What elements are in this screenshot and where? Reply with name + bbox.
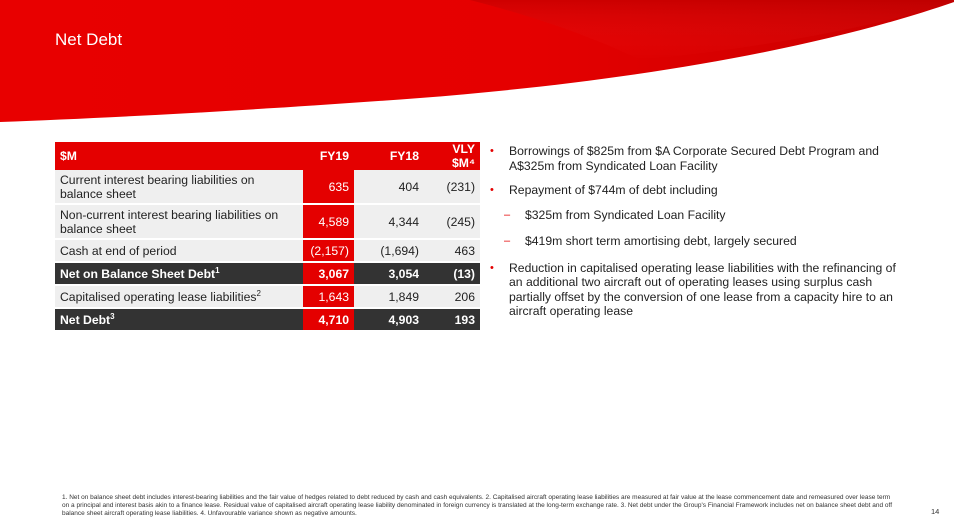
header-swoosh-graphic (0, 0, 954, 125)
cell-vly: (13) (424, 262, 480, 285)
column-header-fy19: FY19 (303, 142, 354, 170)
footnote-ref: 2 (256, 288, 261, 298)
cell-fy19: (2,157) (303, 239, 354, 262)
cell-fy19: 4,589 (303, 204, 354, 239)
cell-fy18: 404 (354, 170, 424, 204)
bullet-text: Reduction in capitalised operating lease liabilities with the refinancing of an additional two aircraft out of operating leases using surplus cash partially offset by the conversion of one lease from a capacity hire to an aircraft operating lease (509, 260, 896, 318)
footnotes: 1. Net on balance sheet debt includes interest-bearing liabilities and the fair value of hedges related to debt reduced by cash and cash equivalents. 2. Capitalised aircraft operating lease liabilities are measured at fair value at the lease commencement date and remeasured over lease term on a principal and interest basis akin to a finance lease. Residual value of capitalised aircraft operating lease liability denominated in foreign currency is translated at the long-term exchange rate. 3. Net debt under the Group's Financial Framework includes net on balance sheet debt and off balance sheet aircraft operating lease liabilities. 4. Unfavourable variance shown as negative amounts. (62, 494, 892, 517)
cell-vly: (245) (424, 204, 480, 239)
bullet-text: Repayment of $744m of debt including (509, 183, 718, 197)
commentary-bullets (490, 144, 900, 329)
cell-fy18: 1,849 (354, 285, 424, 308)
table-row (55, 170, 480, 204)
row-label-text: Capitalised operating lease liabilities (60, 289, 257, 304)
table-row (55, 285, 480, 308)
cell-fy18: 4,344 (354, 204, 424, 239)
row-label: Cash at end of period (55, 239, 303, 262)
row-label-text: Net on Balance Sheet Debt (60, 266, 216, 281)
row-label (55, 285, 303, 308)
bullet-marker: • (490, 145, 494, 157)
cell-vly: 463 (424, 239, 480, 262)
row-label: Current interest bearing liabilities on balance sheet (55, 170, 303, 204)
column-header-label: $M (55, 142, 303, 170)
dash-marker: – (504, 208, 511, 221)
bullet-text: $419m short term amortising debt, largely secured (525, 234, 797, 248)
row-label (55, 308, 303, 331)
column-header-vly: VLY $M⁴ (424, 142, 480, 170)
cell-vly: (231) (424, 170, 480, 204)
bullet-text: Borrowings of $825m from $A Corporate Secured Debt Program and A$325m from Syndicated Loan Facility (509, 144, 879, 173)
table-row-total (55, 308, 480, 331)
net-debt-table (55, 142, 480, 332)
table-header-row (55, 142, 480, 170)
footnote-ref: 1 (215, 265, 220, 275)
cell-fy19: 4,710 (303, 308, 354, 331)
bullet-marker: • (490, 184, 494, 196)
cell-vly: 193 (424, 308, 480, 331)
bullet-text: $325m from Syndicated Loan Facility (525, 207, 726, 222)
footnote-ref: 3 (110, 311, 115, 321)
cell-fy18: (1,694) (354, 239, 424, 262)
sub-bullet-item (490, 208, 900, 223)
bullet-item (490, 261, 900, 319)
column-header-fy18: FY18 (354, 142, 424, 170)
cell-fy18: 3,054 (354, 262, 424, 285)
header-banner (0, 0, 954, 125)
table-row-total (55, 262, 480, 285)
cell-fy19: 635 (303, 170, 354, 204)
bullet-item (490, 183, 900, 198)
page-number: 14 (931, 507, 940, 516)
dash-marker: – (504, 235, 511, 247)
bullet-marker: • (490, 261, 494, 274)
row-label: Non-current interest bearing liabilities on balance sheet (55, 204, 303, 239)
cell-fy19: 1,643 (303, 285, 354, 308)
cell-fy19: 3,067 (303, 262, 354, 285)
bullet-item (490, 144, 900, 173)
table-row (55, 239, 480, 262)
page-title: Net Debt (55, 30, 123, 49)
row-label (55, 262, 303, 285)
sub-bullet-item (490, 234, 900, 249)
cell-fy18: 4,903 (354, 308, 424, 331)
row-label-text: Net Debt (60, 312, 111, 327)
cell-vly: 206 (424, 285, 480, 308)
table-row (55, 204, 480, 239)
